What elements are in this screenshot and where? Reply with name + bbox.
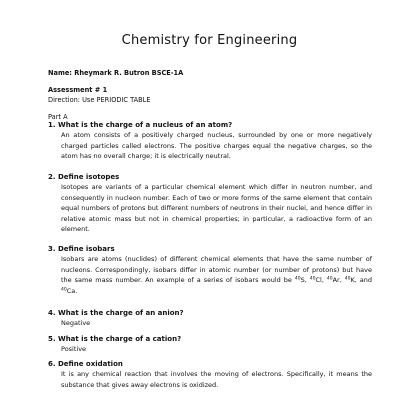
isobar-symbol: Ar — [332, 276, 340, 284]
isobar-separator: , and — [354, 276, 372, 284]
answer-3 — [61, 254, 372, 296]
isobar-separator: , — [321, 276, 327, 284]
question-2: 2. Define isotopes — [48, 173, 120, 181]
isobar-separator: . — [75, 286, 78, 295]
isobar-ca — [61, 287, 77, 295]
isobar-mass-number: 40 — [344, 276, 351, 282]
answer-6: It is any chemical reaction that involves the moving of electrons. Specifically, it means the substance that gives away electrons is oxidized. — [61, 370, 372, 389]
answer-3-text: Isobars are atoms (nuclides) of different chemical elements that have the same number of nucleons. Correspondingly, isobars differ in atomic number (or number of protons) but have the same mass number. An example of a series of isobars would be — [61, 255, 372, 284]
question-3: 3. Define isobars — [48, 245, 115, 253]
answer-2: Isotopes are variants of a particular chemical element which differ in neutron number, and consequently in nucleon number. Each of two or more forms of the same element that contain equal numbers of protons but different numbers of neutrons in their nuclei, and hence differ in relative atomic mass but not in chemical properties; in particular, a radioactive form of an element. — [61, 183, 372, 233]
isobar-mass-number: 40 — [309, 276, 316, 282]
isobar-symbol: K — [350, 276, 355, 284]
part-heading: Part A — [48, 113, 68, 121]
question-5: 5. What is the charge of a cation? — [48, 335, 182, 343]
question-4: 4. What is the charge of an anion? — [48, 309, 184, 317]
isobar-mass-number: 40 — [61, 287, 67, 292]
question-1: 1. What is the charge of a nucleus of an atom? — [48, 121, 233, 129]
isobar-separator: , — [304, 276, 310, 284]
isobar-symbol: Cl — [315, 276, 322, 284]
isobar-symbol: Ca — [66, 286, 76, 295]
isobar-mass-number: 40 — [294, 276, 301, 282]
isobar-symbol: S — [300, 276, 305, 284]
assessment-heading: Assessment # 1 — [48, 86, 108, 94]
isobar-s — [295, 276, 310, 284]
question-6: 6. Define oxidation — [48, 360, 123, 368]
answer-1: An atom consists of a positively charged nucleus, surrounded by one or more negatively charged particles called electrons. The positive charges equal the negative charges, so the atom has no overall charge; it is electrically neutral. — [61, 131, 372, 160]
isobar-cl — [310, 276, 327, 284]
answer-4: Negative — [61, 319, 91, 327]
isobar-ar — [327, 276, 345, 284]
isobar-k — [345, 276, 372, 284]
direction-text: Direction: Use PERIODIC TABLE — [48, 96, 151, 104]
answer-5: Positive — [61, 345, 87, 353]
student-name-line: Name: Rheymark R. Butron BSCE-1A — [48, 69, 184, 77]
isobar-separator: , — [339, 276, 345, 284]
isobar-mass-number: 40 — [326, 276, 333, 282]
document-title: Chemistry for Engineering — [121, 33, 298, 48]
